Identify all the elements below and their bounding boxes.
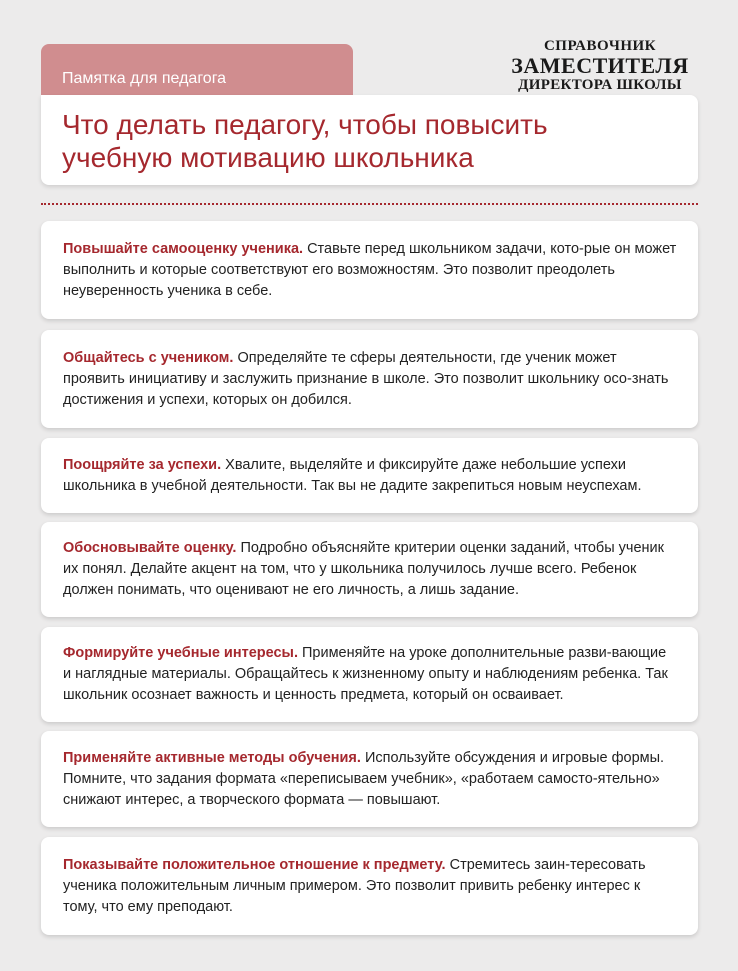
tip-text-6 — [63, 748, 678, 811]
tip-body-3: Хвалите, выделяйте и фиксируйте даже небольшие успехи школьника в учебной деятельности. Так вы не дадите закрепиться новым неуспехам. — [63, 456, 642, 494]
tip-text-4 — [63, 538, 678, 601]
title-line-1: Что делать педагогу, чтобы повысить — [62, 109, 548, 140]
page-title — [62, 108, 698, 174]
tip-heading-5: Формируйте учебные интересы. — [63, 645, 298, 661]
tip-body-4: Подробно объясняйте критерии оценки заданий, чтобы ученик их понял. Делайте акцент на том, что у школьника получилось лучше всего. Ребенок должен понимать, что оценивают не его личность, а лишь задание. — [63, 540, 664, 598]
dotted-divider — [41, 203, 698, 205]
tip-heading-2: Общайтесь с учеником. — [63, 349, 234, 366]
publication-logo — [500, 38, 700, 94]
logo-line-2: ЗАМЕСТИТЕЛЯ — [511, 53, 689, 78]
tip-heading-3: Поощряйте за успехи. — [63, 456, 222, 473]
tip-card-2 — [41, 330, 698, 428]
tip-card-4 — [41, 522, 698, 617]
tip-text-5 — [63, 643, 678, 706]
logo-line-3: ДИРЕКТОРА ШКОЛЫ — [518, 77, 682, 93]
tip-heading-1: Повышайте самооценку ученика. — [63, 240, 304, 257]
tip-card-5 — [41, 627, 698, 722]
tip-body-2: Определяйте те сферы деятельности, где ученик может проявить инициативу и заслужить признание в школе. Это позволит школьнику осо-знать достижения и успехи, которых он добился. — [63, 349, 669, 408]
logo-line-1: СПРАВОЧНИК — [543, 38, 657, 54]
tip-text-7 — [63, 855, 678, 918]
tip-body-7: Стремитесь заин-тересовать ученика положительным личным примером. Это позволит привить ребенку интерес к тому, что ему преподают. — [63, 856, 646, 915]
tip-body-5: Применяйте на уроке дополнительные разви-вающие и наглядные материалы. Обращайтесь к жизненному опыту и наблюдениям ребенка. Так школьник осознает важность и ценность предмета, который он осваивает. — [63, 645, 668, 703]
tip-text-1 — [63, 239, 678, 302]
title-box — [41, 95, 698, 185]
tip-text-2 — [63, 348, 678, 411]
tip-body-1: Ставьте перед школьником задачи, кото-рые он может выполнить и которые соответствуют его возможностям. Это позволит преодолеть неуверенность ученика в себе. — [63, 240, 677, 299]
tip-heading-6: Применяйте активные методы обучения. — [63, 749, 361, 766]
tip-card-7 — [41, 837, 698, 935]
tip-card-6 — [41, 731, 698, 827]
tip-card-3 — [41, 438, 698, 513]
tip-text-3 — [63, 455, 678, 497]
memo-tag-label: Памятка для педагога — [62, 70, 227, 87]
title-line-2: учебную мотивацию школьника — [62, 142, 474, 173]
tip-body-6: Используйте обсуждения и игровые формы. Помните, что задания формата «переписываем учебник», «работаем самосто-ятельно» снижают интерес, а творческого формата — повышают. — [63, 749, 665, 808]
memo-tag — [41, 44, 353, 100]
tip-heading-4: Обосновывайте оценку. — [63, 540, 237, 556]
tip-card-1 — [41, 221, 698, 319]
tip-heading-7: Показывайте положительное отношение к предмету. — [63, 856, 446, 873]
